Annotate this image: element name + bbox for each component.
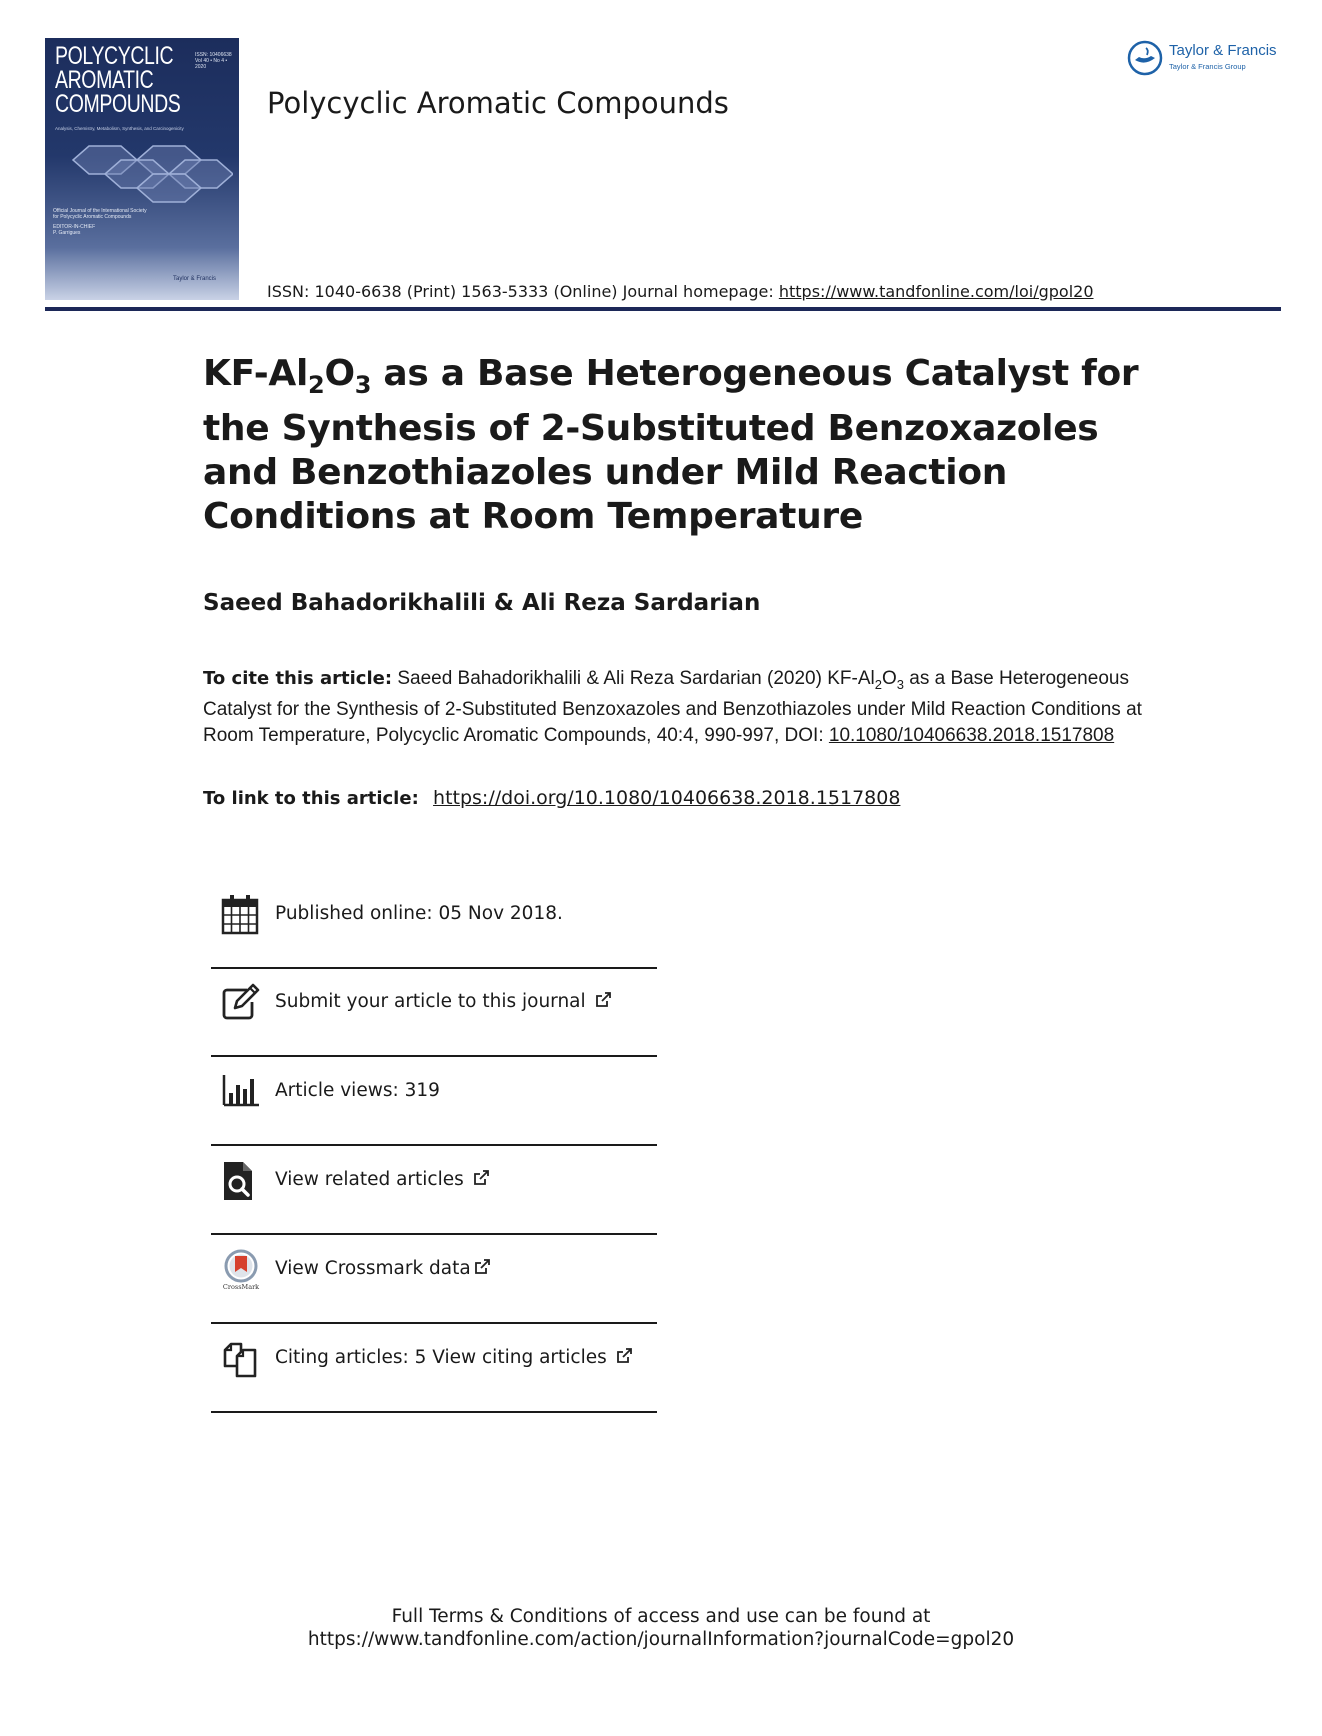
cover-note [53, 208, 153, 236]
cover-title-line: POLYCYCLIC [55, 42, 174, 70]
publisher-logo-group: Taylor & Francis Group [1169, 62, 1246, 71]
crossmark-item[interactable] [211, 1235, 657, 1324]
cover-editor-label: EDITOR-IN-CHIEF [53, 224, 96, 230]
edit-icon [221, 982, 261, 1024]
title-subscript: 3 [354, 371, 372, 400]
terms-url[interactable]: https://www.tandfonline.com/action/journalInformation?journalCode=gpol20 [307, 1629, 1015, 1650]
cover-volume-text: Vol 40 • No 4 • 2020 [195, 58, 228, 70]
terms-footer [0, 1605, 1322, 1651]
crossmark-link[interactable] [275, 1258, 491, 1279]
external-link-icon [472, 1169, 490, 1187]
external-link-icon [473, 1258, 491, 1276]
cover-subtitle: Analysis, Chemistry, Metabolism, Synthesis, and Carcinogenicity [55, 126, 184, 131]
citation-subscript: 3 [896, 676, 904, 692]
published-online-label: Published online: 05 Nov 2018. [275, 903, 563, 924]
search-document-icon [221, 1160, 261, 1202]
cover-title-line: AROMATIC [55, 66, 154, 94]
related-articles-link[interactable] [275, 1169, 490, 1190]
cover-issn [195, 52, 239, 70]
crossmark-label: View Crossmark data [275, 1258, 471, 1279]
terms-text: Full Terms & Conditions of access and use can be found at [391, 1606, 931, 1627]
title-text: as a Base Heterogeneous Catalyst for the Synthesis of 2-Substituted Benzoxazoles and Benzothiazoles under Mild Reaction Conditions at Room Temperature [203, 353, 1139, 538]
cover-editor-name: P. Garrigues [53, 230, 81, 236]
citing-articles-link[interactable] [275, 1347, 633, 1368]
article-info-list [211, 880, 657, 1413]
citing-articles-item[interactable] [211, 1324, 657, 1413]
citing-articles-icon [221, 1338, 261, 1380]
cover-note-text: Official Journal of the International Society for Polycyclic Aromatic Compounds [53, 208, 147, 220]
external-link-icon [594, 991, 612, 1009]
citation-text: Saeed Bahadorikhalili & Ali Reza Sardarian (2020) KF-Al [392, 668, 875, 689]
calendar-icon [221, 894, 261, 936]
crossmark-icon [221, 1249, 261, 1291]
submit-article-link[interactable] [275, 991, 612, 1012]
item-divider [211, 1411, 657, 1413]
hexagon-pattern-icon [53, 138, 233, 208]
journal-cover [45, 38, 239, 300]
related-articles-label: View related articles [275, 1169, 464, 1190]
journal-homepage-link[interactable]: https://www.tandfonline.com/loi/gpol20 [778, 282, 1094, 301]
article-views-label: Article views: 319 [275, 1080, 440, 1101]
issn-line [267, 282, 1094, 301]
external-link-icon [615, 1347, 633, 1365]
related-articles-item[interactable] [211, 1146, 657, 1235]
submit-article-item[interactable] [211, 968, 657, 1057]
issn-text: ISSN: 1040-6638 (Print) 1563-5333 (Online) Journal homepage: [267, 282, 779, 301]
article-authors: Saeed Bahadorikhalili & Ali Reza Sardarian [203, 590, 761, 616]
publisher-logo[interactable] [1127, 38, 1287, 78]
title-subscript: 2 [308, 371, 325, 400]
citation-text: O [881, 668, 897, 689]
article-title [203, 352, 1143, 539]
citation-subscript: 2 [874, 676, 882, 692]
lamp-logo-icon [1127, 40, 1163, 76]
article-link-row [203, 787, 900, 809]
bar-chart-icon [221, 1071, 261, 1113]
submit-article-label: Submit your article to this journal [275, 991, 586, 1012]
cover-title [55, 42, 181, 118]
cover-publisher: Taylor & Francis [173, 276, 217, 282]
article-views-item [211, 1057, 657, 1146]
publisher-logo-name: Taylor & Francis [1169, 42, 1277, 59]
article-doi-link[interactable]: https://doi.org/10.1080/10406638.2018.1517808 [433, 787, 901, 809]
published-online-item [211, 880, 657, 968]
citation-doi-link[interactable]: 10.1080/10406638.2018.1517808 [828, 724, 1115, 746]
cover-issn-text: ISSN: 10406638 [195, 52, 232, 58]
citing-articles-label: Citing articles: 5 View citing articles [275, 1347, 607, 1368]
journal-name: Polycyclic Aromatic Compounds [267, 86, 729, 120]
cover-title-line: COMPOUNDS [55, 90, 181, 118]
citation-label: To cite this article: [203, 668, 393, 689]
article-link-label: To link to this article: [203, 788, 426, 809]
header-divider [45, 307, 1281, 311]
title-text: KF-Al [203, 353, 309, 394]
title-text: O [324, 353, 355, 394]
citation-block [203, 666, 1163, 748]
citation-text: as a Base Heterogeneous Catalyst for the Synthesis of 2-Substituted Benzoxazoles and Benzothiazoles under Mild Reaction Conditions at Room Temperature, Polycyclic Aromatic Compounds, 40:4, 990-997, DOI: [203, 668, 1142, 746]
crossmark-caption: CrossMark [222, 1283, 260, 1291]
